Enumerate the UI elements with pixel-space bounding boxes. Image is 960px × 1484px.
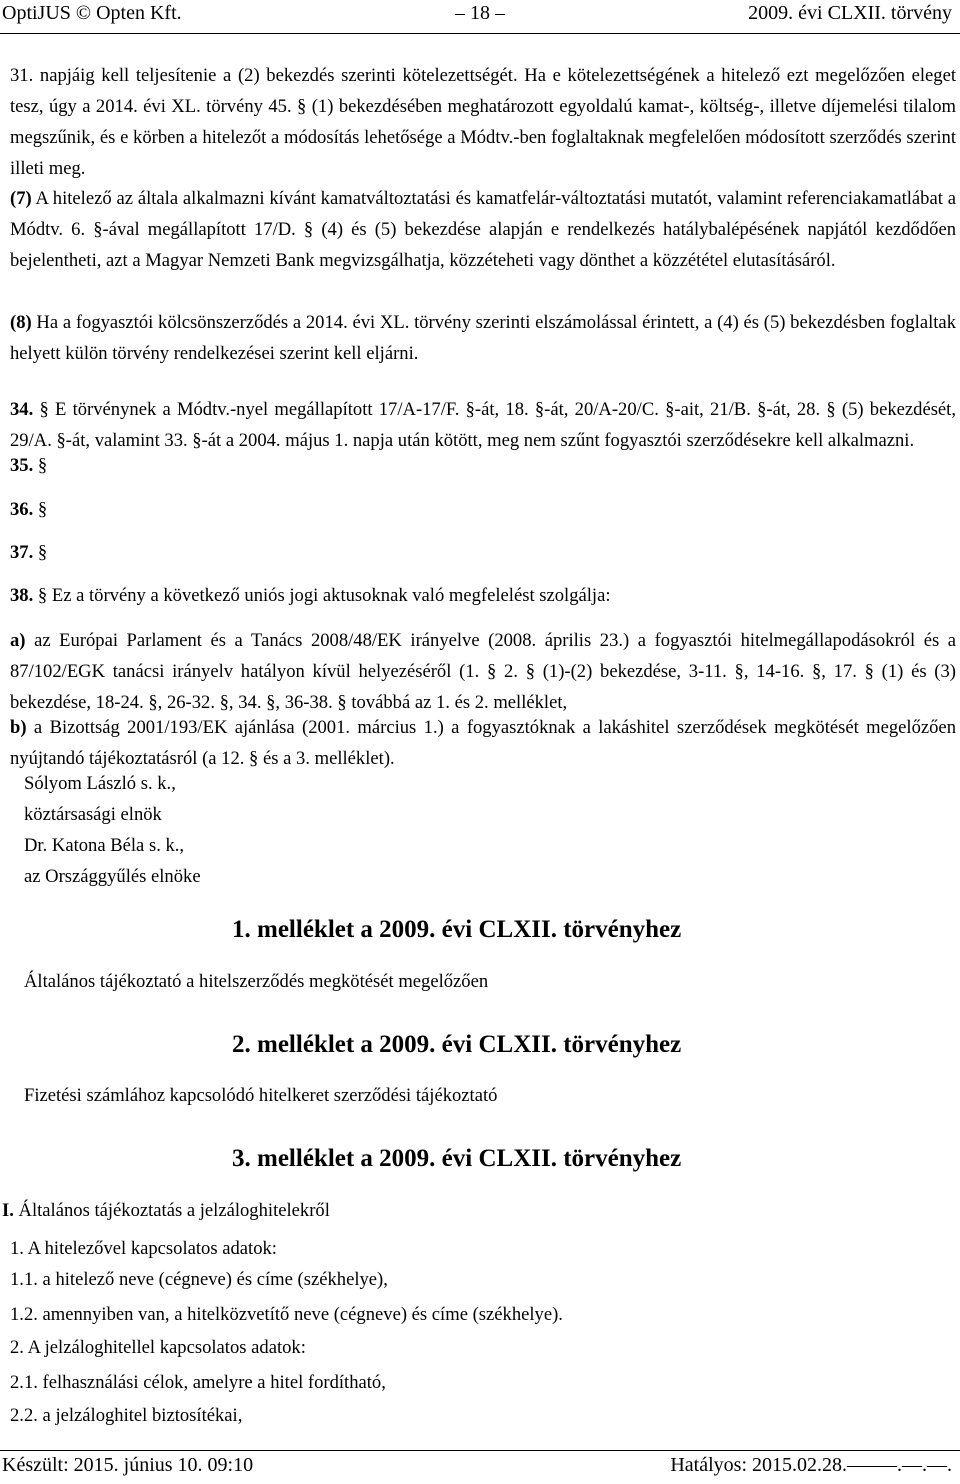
section-37 bbox=[10, 537, 956, 568]
section-text: § bbox=[33, 455, 48, 476]
point-letter: b) bbox=[10, 717, 27, 738]
section-text: Általános tájékoztatás a jelzáloghitelekről bbox=[13, 1200, 330, 1221]
signatory-title: köztársasági elnök bbox=[24, 804, 162, 825]
section-35 bbox=[10, 450, 956, 481]
annex-2-title: 2. melléklet a 2009. évi CLXII. törvényhez bbox=[232, 1031, 682, 1058]
annex-3-item: 2.1. felhasználási célok, amelyre a hitel fordítható, bbox=[10, 1372, 386, 1393]
paragraph-text: A hitelező az általa alkalmazni kívánt kamatváltoztatási és kamatfelár-változtatási mutatót, valamint referenciakamatlábat a Módtv. 6. §-ával megállapított 17/D. § (4) és (5) bekezdése alapján e rendelkezés hatálybalépésének napjától kezdődően bejelentheti, azt a Magyar Nemzeti Bank megvizsgálhatja, közzéteheti vagy dönthet a közzététel elutasításáról. bbox=[10, 188, 956, 271]
annex-3-item: 2. A jelzáloghitellel kapcsolatos adatok: bbox=[10, 1337, 306, 1358]
section-38 bbox=[10, 580, 956, 611]
header-law-title: 2009. évi CLXII. törvény bbox=[748, 2, 952, 24]
section-number: 36. bbox=[10, 499, 34, 520]
signatory-name: Sólyom László s. k., bbox=[24, 773, 176, 794]
header-publisher: OptiJUS © Opten Kft. bbox=[2, 2, 182, 24]
signatory-name: Dr. Katona Béla s. k., bbox=[24, 835, 185, 856]
paragraph-number: (8) bbox=[10, 312, 32, 333]
paragraph-8 bbox=[10, 307, 956, 369]
section-number: 35. bbox=[10, 455, 34, 476]
point-text: az Európai Parlament és a Tanács 2008/48/EK irányelve (2008. április 23.) a fogyasztói hitelmegállapodásokról és a 87/102/EGK tanácsi irányelv hatályon kívül helyezéséről (1. § 2. § (1)-(2) bekezdése, 3-11. §, 14-16. §, 17. § (1) és (3) bekezdése, 18-24. §, 26-32. §, 34. §, 36-38. § továbbá az 1. és 2. melléklet, bbox=[10, 630, 956, 713]
point-text: a Bizottság 2001/193/EK ajánlása (2001. március 1.) a fogyasztóknak a lakáshitel szerződések megkötését megelőzően nyújtandó tájékoztatásról (a 12. § és a 3. melléklet). bbox=[10, 717, 956, 769]
header-rule bbox=[0, 33, 960, 34]
point-b bbox=[10, 712, 956, 774]
annex-2-text: Fizetési számlához kapcsolódó hitelkeret szerződési tájékoztató bbox=[24, 1085, 498, 1106]
section-text: § bbox=[33, 499, 48, 520]
section-number: I. bbox=[2, 1200, 14, 1221]
annex-3-item: 1.2. amennyiben van, a hitelközvetítő neve (cégneve) és címe (székhelye). bbox=[10, 1304, 563, 1325]
annex-3-item: 2.2. a jelzáloghitel biztosítékai, bbox=[10, 1405, 243, 1426]
signatory-title: az Országgyűlés elnöke bbox=[24, 866, 201, 887]
section-text: § Ez a törvény a következő uniós jogi aktusoknak való megfelelést szolgálja: bbox=[33, 585, 611, 606]
footer-created: Készült: 2015. június 10. 09:10 bbox=[2, 1454, 254, 1476]
section-number: 37. bbox=[10, 542, 34, 563]
annex-3-item: 1.1. a hitelező neve (cégneve) és címe (székhelye), bbox=[10, 1269, 388, 1290]
annex-3-title: 3. melléklet a 2009. évi CLXII. törvényhez bbox=[232, 1145, 682, 1172]
section-34 bbox=[10, 394, 956, 456]
page-header bbox=[0, 2, 960, 32]
footer-effective: Hatályos: 2015.02.28.–––––.––.––. bbox=[670, 1454, 952, 1476]
section-number: 34. bbox=[10, 399, 34, 420]
header-page-number: – 18 – bbox=[455, 2, 505, 24]
section-text: § E törvénynek a Módtv.-nyel megállapított 17/A-17/F. §-át, 18. §-át, 20/A-20/C. §-ait, 21/B. §-át, 28. § (5) bekezdését, 29/A. §-át, valamint 33. §-át a 2004. május 1. napja után kötött, meg nem szűnt fogyasztói szerződésekre kell alkalmazni. bbox=[10, 399, 956, 451]
annex-1-title: 1. melléklet a 2009. évi CLXII. törvényhez bbox=[232, 916, 682, 943]
paragraph-continuation: 31. napjáig kell teljesítenie a (2) bekezdés szerinti kötelezettségét. Ha e kötelezettségének a hitelező ezt megelőzően eleget tesz, úgy a 2014. évi XL. törvény 45. § (1) bekezdésében meghatározott egyoldalú kamat-, költség-, illetve díjemelési tilalom megszűnik, és e körben a hitelezőt a módosítás lehetősége a Módtv.-ben foglaltaknak megfelelően módosított szerződés szerint illeti meg. bbox=[10, 65, 956, 179]
annex-1-text: Általános tájékoztató a hitelszerződés megkötését megelőzően bbox=[24, 971, 489, 992]
footer-rule bbox=[0, 1450, 960, 1451]
paragraph-text: Ha a fogyasztói kölcsönszerződés a 2014. évi XL. törvény szerinti elszámolással érintett, a (4) és (5) bekezdésben foglaltak helyett külön törvény rendelkezései szerint kell eljárni. bbox=[10, 312, 956, 364]
signature-block bbox=[24, 768, 624, 892]
annex-3-section-heading bbox=[2, 1195, 956, 1226]
point-letter: a) bbox=[10, 630, 26, 651]
annex-3-item: 1. A hitelezővel kapcsolatos adatok: bbox=[10, 1238, 277, 1259]
paragraph-7 bbox=[10, 183, 956, 276]
point-a bbox=[10, 625, 956, 718]
paragraph-number: (7) bbox=[10, 188, 32, 209]
section-text: § bbox=[33, 542, 48, 563]
section-number: 38. bbox=[10, 585, 34, 606]
section-36 bbox=[10, 494, 956, 525]
